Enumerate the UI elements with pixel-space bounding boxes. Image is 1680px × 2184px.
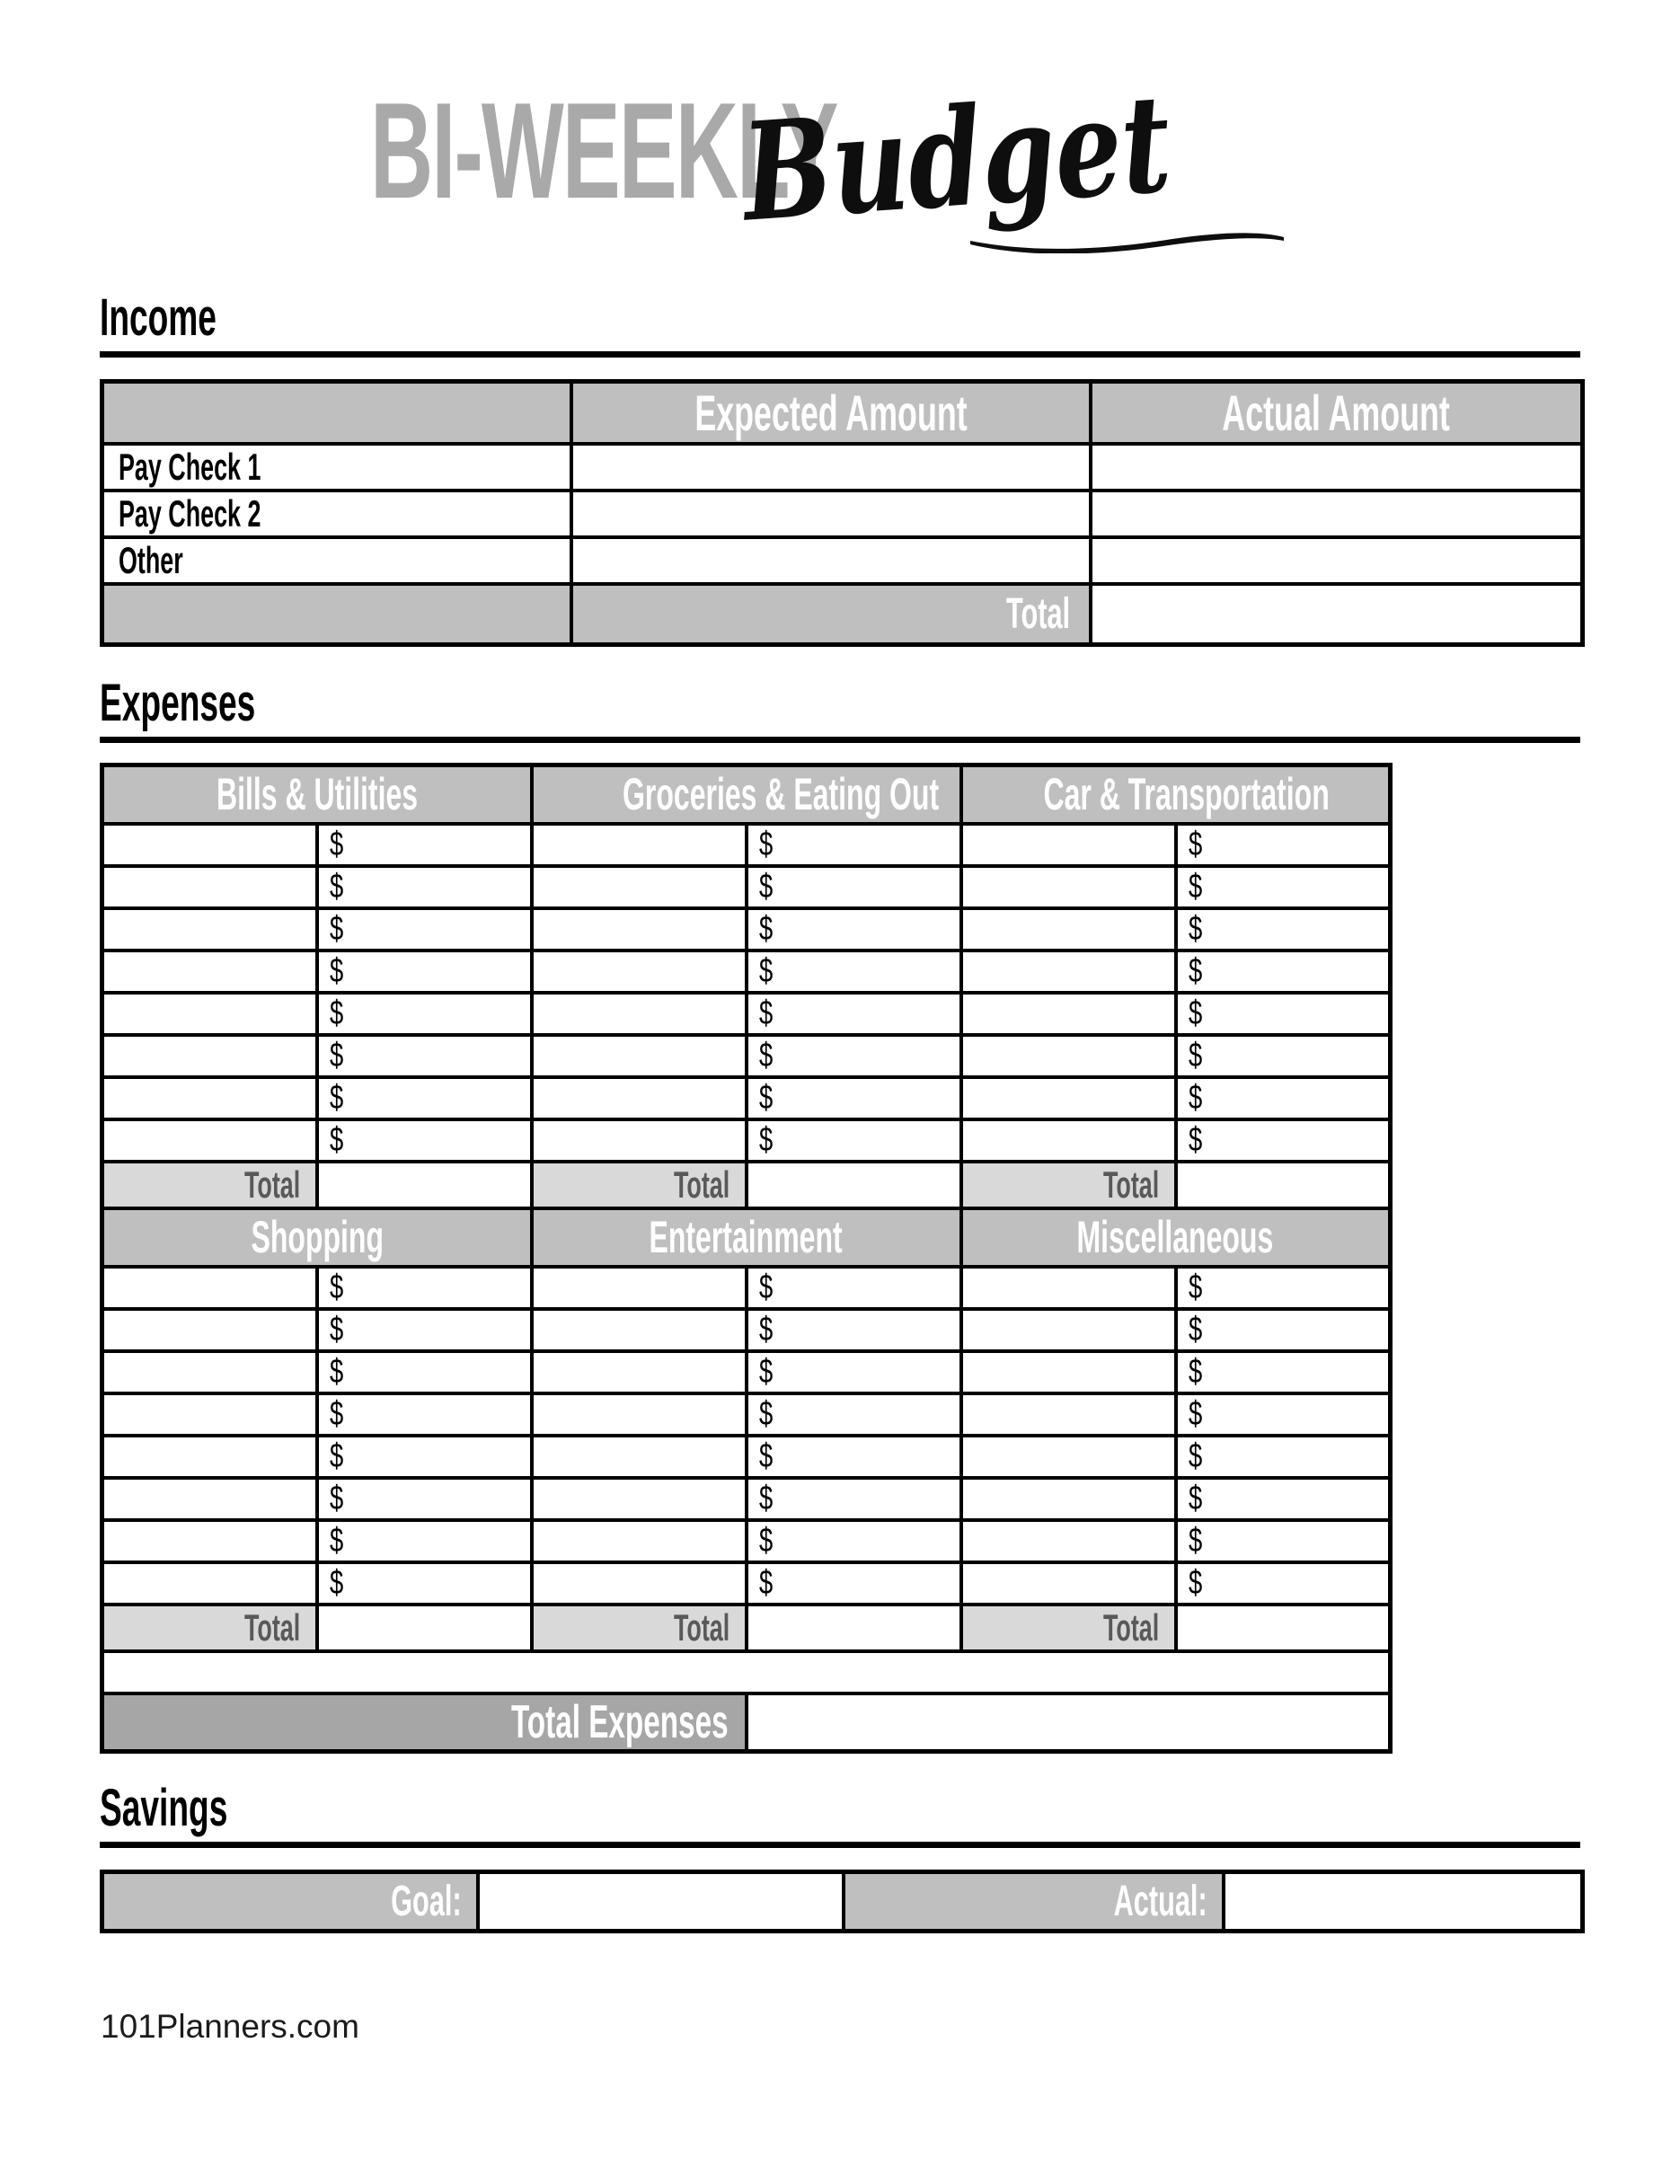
paycheck2-label: Pay Check 2 [102,491,571,537]
expense-amount-cell[interactable] [1176,1077,1391,1119]
expense-amount-cell[interactable] [747,1436,961,1478]
total-expenses-label: Total Expenses [102,1693,747,1752]
expense-item-cell[interactable] [961,993,1176,1035]
expense-item-cell[interactable] [532,1267,747,1309]
dollar-sign: $ [1188,1437,1202,1475]
total-expenses-value-cell[interactable] [747,1693,1391,1752]
paycheck1-expected-cell[interactable] [571,444,1091,491]
miscellaneous-total-label: Total [961,1605,1176,1651]
expense-item-cell[interactable] [532,993,747,1035]
expense-entry-row [102,866,1391,908]
expense-amount-cell[interactable] [317,866,532,908]
expense-amount-cell[interactable] [1176,908,1391,951]
expense-item-cell[interactable] [532,866,747,908]
expense-item-cell[interactable] [961,1478,1176,1520]
group-header-car-transportation: Car & Transportation [961,765,1391,824]
expense-item-cell[interactable] [102,1077,317,1119]
dollar-sign: $ [329,994,343,1032]
shopping-total-value-cell[interactable] [317,1605,532,1651]
expense-amount-cell[interactable] [747,866,961,908]
expense-amount-cell[interactable] [747,1267,961,1309]
expense-amount-cell[interactable] [747,1077,961,1119]
other-income-label: Other [102,537,571,584]
expense-item-cell[interactable] [102,1309,317,1351]
expense-item-cell[interactable] [961,1309,1176,1351]
groceries-total-value-cell[interactable] [747,1162,961,1208]
expense-amount-cell[interactable] [317,951,532,993]
paycheck1-label: Pay Check 1 [102,444,571,491]
expenses-table [100,763,1393,1754]
dollar-sign: $ [329,1036,343,1074]
expense-entry-row [102,1077,1391,1119]
expense-item-cell[interactable] [532,1119,747,1162]
expense-entry-row [102,1119,1391,1162]
expense-amount-cell[interactable] [317,1478,532,1520]
dollar-sign: $ [329,909,343,948]
income-table [100,379,1585,647]
income-total-blank-cell [102,584,571,644]
expense-amount-cell[interactable] [1176,1267,1391,1309]
dollar-sign: $ [1188,1310,1202,1348]
expense-item-cell[interactable] [961,908,1176,951]
expense-amount-cell[interactable] [317,1077,532,1119]
expense-amount-cell[interactable] [317,1351,532,1393]
dollar-sign: $ [1188,1521,1202,1560]
expense-item-cell[interactable] [961,1119,1176,1162]
other-income-expected-cell[interactable] [571,537,1091,584]
expense-item-cell[interactable] [102,1267,317,1309]
dollar-sign: $ [329,1352,343,1391]
dollar-sign: $ [1188,1120,1202,1159]
dollar-sign: $ [1188,1036,1202,1074]
page-title-budget-script: Budget [738,64,1176,252]
dollar-sign: $ [1188,867,1202,906]
expense-amount-cell[interactable] [1176,1562,1391,1605]
expense-item-cell[interactable] [961,1562,1176,1605]
dollar-sign: $ [329,1521,343,1560]
expenses-spacer [102,1651,1391,1693]
dollar-sign: $ [758,1268,773,1306]
savings-actual-label: Actual: [844,1872,1224,1932]
income-row-other [102,537,1583,584]
expense-item-cell[interactable] [532,1562,747,1605]
expense-item-cell[interactable] [102,951,317,993]
expense-item-cell[interactable] [102,1119,317,1162]
income-row-paycheck1 [102,444,1583,491]
dollar-sign: $ [1188,1078,1202,1117]
dollar-sign: $ [758,1563,773,1602]
income-col-expected-amount: Expected Amount [571,382,1091,445]
expense-amount-cell[interactable] [1176,1309,1391,1351]
expense-amount-cell[interactable] [747,1478,961,1520]
expense-amount-cell[interactable] [317,1309,532,1351]
expenses-section [100,674,1580,1754]
income-section [100,288,1580,647]
dollar-sign: $ [1188,994,1202,1032]
savings-goal-value-cell[interactable] [478,1872,844,1932]
expense-amount-cell[interactable] [747,993,961,1035]
expense-item-cell[interactable] [961,1436,1176,1478]
bills-total-label: Total [102,1162,317,1208]
bills-total-value-cell[interactable] [317,1162,532,1208]
expense-amount-cell[interactable] [1176,993,1391,1035]
expense-item-cell[interactable] [532,824,747,866]
dollar-sign: $ [1188,1563,1202,1602]
expense-amount-cell[interactable] [1176,866,1391,908]
expense-amount-cell[interactable] [1176,1478,1391,1520]
paycheck2-expected-cell[interactable] [571,491,1091,537]
expense-item-cell[interactable] [102,824,317,866]
expense-item-cell[interactable] [102,993,317,1035]
dollar-sign: $ [758,994,773,1032]
dollar-sign: $ [329,1120,343,1159]
dollar-sign: $ [329,867,343,906]
expense-amount-cell[interactable] [317,1562,532,1605]
expenses-grand-total [102,1693,1391,1752]
expense-item-cell[interactable] [532,1077,747,1119]
income-header-row [102,382,1583,445]
expense-amount-cell[interactable] [317,1267,532,1309]
expense-item-cell[interactable] [532,951,747,993]
expense-amount-cell[interactable] [747,1309,961,1351]
dollar-sign: $ [758,1437,773,1475]
groceries-total-label: Total [532,1162,747,1208]
savings-actual-value-cell[interactable] [1224,1872,1583,1932]
dollar-sign: $ [1188,951,1202,990]
expense-amount-cell[interactable] [1176,951,1391,993]
savings-table [100,1870,1585,1933]
car-total-label: Total [961,1162,1176,1208]
expense-amount-cell[interactable] [747,1351,961,1393]
expenses-top-group-headers [102,765,1391,824]
expense-entry-row [102,951,1391,993]
expense-item-cell[interactable] [532,1478,747,1520]
dollar-sign: $ [329,1394,343,1433]
income-col-actual-amount: Actual Amount [1091,382,1583,445]
expense-amount-cell[interactable] [747,824,961,866]
expense-amount-cell[interactable] [317,1436,532,1478]
savings-section [100,1779,1580,1933]
expense-amount-cell[interactable] [747,1562,961,1605]
expense-item-cell[interactable] [102,1562,317,1605]
income-total-row [102,584,1583,644]
savings-goal-label: Goal: [102,1872,478,1932]
expense-item-cell[interactable] [102,1035,317,1077]
income-heading-rule [100,351,1580,358]
expense-item-cell[interactable] [102,1393,317,1436]
site-credit: 101Planners.com [101,2008,359,2045]
expense-entry-row [102,1309,1391,1351]
expense-item-cell[interactable] [102,1351,317,1393]
dollar-sign: $ [758,1120,773,1159]
expense-amount-cell[interactable] [1176,1436,1391,1478]
dollar-sign: $ [1188,1352,1202,1391]
group-header-shopping: Shopping [102,1208,532,1267]
expense-item-cell[interactable] [961,1520,1176,1562]
income-heading: Income [100,288,217,347]
miscellaneous-total-value-cell[interactable] [1176,1605,1391,1651]
expense-item-cell[interactable] [961,1077,1176,1119]
paycheck1-actual-cell[interactable] [1091,444,1583,491]
dollar-sign: $ [329,1479,343,1517]
savings-row [102,1872,1583,1932]
expenses-bottom-group-headers [102,1208,1391,1267]
expense-item-cell[interactable] [961,1267,1176,1309]
expense-amount-cell[interactable] [1176,1119,1391,1162]
expense-amount-cell[interactable] [1176,1393,1391,1436]
expense-amount-cell[interactable] [317,1035,532,1077]
expense-amount-cell[interactable] [747,1035,961,1077]
dollar-sign: $ [1188,1268,1202,1306]
dollar-sign: $ [758,1310,773,1348]
expense-amount-cell[interactable] [317,1520,532,1562]
dollar-sign: $ [758,825,773,863]
entertainment-total-label: Total [532,1605,747,1651]
expense-amount-cell[interactable] [1176,1520,1391,1562]
expense-entry-row [102,1478,1391,1520]
dollar-sign: $ [329,825,343,863]
expense-entry-row [102,1035,1391,1077]
dollar-sign: $ [758,1352,773,1391]
expense-entry-row [102,1436,1391,1478]
dollar-sign: $ [758,1479,773,1517]
dollar-sign: $ [329,951,343,990]
expense-item-cell[interactable] [532,908,747,951]
group-header-entertainment: Entertainment [532,1208,961,1267]
expenses-heading-rule [100,737,1580,743]
dollar-sign: $ [758,1036,773,1074]
expense-item-cell[interactable] [961,1393,1176,1436]
expense-entry-row [102,1520,1391,1562]
income-total-label: Total [571,584,1091,644]
expense-amount-cell[interactable] [317,824,532,866]
expense-amount-cell[interactable] [317,993,532,1035]
expense-item-cell[interactable] [961,866,1176,908]
expense-item-cell[interactable] [532,1351,747,1393]
car-total-value-cell[interactable] [1176,1162,1391,1208]
expense-item-cell[interactable] [961,1351,1176,1393]
expense-amount-cell[interactable] [317,908,532,951]
expense-item-cell[interactable] [102,1478,317,1520]
dollar-sign: $ [758,867,773,906]
expenses-heading: Expenses [100,674,256,732]
expense-entry-row [102,1267,1391,1309]
expense-amount-cell[interactable] [317,1119,532,1162]
dollar-sign: $ [758,909,773,948]
expense-amount-cell[interactable] [747,908,961,951]
expenses-bottom-total-row [102,1605,1391,1651]
expense-amount-cell[interactable] [1176,1035,1391,1077]
expense-item-cell[interactable] [961,1035,1176,1077]
expense-entry-row [102,993,1391,1035]
expenses-top-total-row [102,1162,1391,1208]
expense-amount-cell[interactable] [747,1520,961,1562]
expense-item-cell[interactable] [102,1520,317,1562]
expense-amount-cell[interactable] [747,1393,961,1436]
expense-item-cell[interactable] [961,824,1176,866]
expenses-blank-row[interactable] [102,1651,1391,1693]
dollar-sign: $ [1188,1394,1202,1433]
expense-entry-row [102,1393,1391,1436]
expense-item-cell[interactable] [961,951,1176,993]
income-header-blank-cell [102,382,571,445]
expense-amount-cell[interactable] [1176,1351,1391,1393]
savings-heading-rule [100,1842,1580,1848]
paycheck2-actual-cell[interactable] [1091,491,1583,537]
expenses-top-rows [102,824,1391,1162]
expense-amount-cell[interactable] [747,1119,961,1162]
expense-item-cell[interactable] [102,908,317,951]
expense-item-cell[interactable] [532,1035,747,1077]
dollar-sign: $ [329,1310,343,1348]
expense-item-cell[interactable] [102,866,317,908]
expense-entry-row [102,1562,1391,1605]
expense-item-cell[interactable] [102,1436,317,1478]
expense-entry-row [102,824,1391,866]
expense-item-cell[interactable] [532,1393,747,1436]
shopping-total-label: Total [102,1605,317,1651]
expense-amount-cell[interactable] [317,1393,532,1436]
brush-flourish-underline [970,214,1285,253]
dollar-sign: $ [758,1521,773,1560]
dollar-sign: $ [758,1078,773,1117]
other-income-actual-cell[interactable] [1091,537,1583,584]
income-row-paycheck2 [102,491,1583,537]
group-header-groceries-eating-out: Groceries & Eating Out [532,765,961,824]
dollar-sign: $ [329,1437,343,1475]
expense-amount-cell[interactable] [747,951,961,993]
dollar-sign: $ [1188,825,1202,863]
expense-entry-row [102,908,1391,951]
entertainment-total-value-cell[interactable] [747,1605,961,1651]
dollar-sign: $ [1188,909,1202,948]
dollar-sign: $ [758,1394,773,1433]
savings-heading: Savings [100,1779,228,1837]
group-header-bills-utilities: Bills & Utilities [102,765,532,824]
group-header-miscellaneous: Miscellaneous [961,1208,1391,1267]
expense-entry-row [102,1351,1391,1393]
dollar-sign: $ [329,1078,343,1117]
page-title-biweekly: BI-WEEKLY [370,75,837,227]
expense-amount-cell[interactable] [1176,824,1391,866]
dollar-sign: $ [329,1563,343,1602]
expenses-bottom-rows [102,1267,1391,1605]
dollar-sign: $ [758,951,773,990]
dollar-sign: $ [1188,1479,1202,1517]
expense-item-cell[interactable] [532,1309,747,1351]
income-total-value-cell[interactable] [1091,584,1583,644]
dollar-sign: $ [329,1268,343,1306]
expense-item-cell[interactable] [532,1520,747,1562]
expense-item-cell[interactable] [532,1436,747,1478]
